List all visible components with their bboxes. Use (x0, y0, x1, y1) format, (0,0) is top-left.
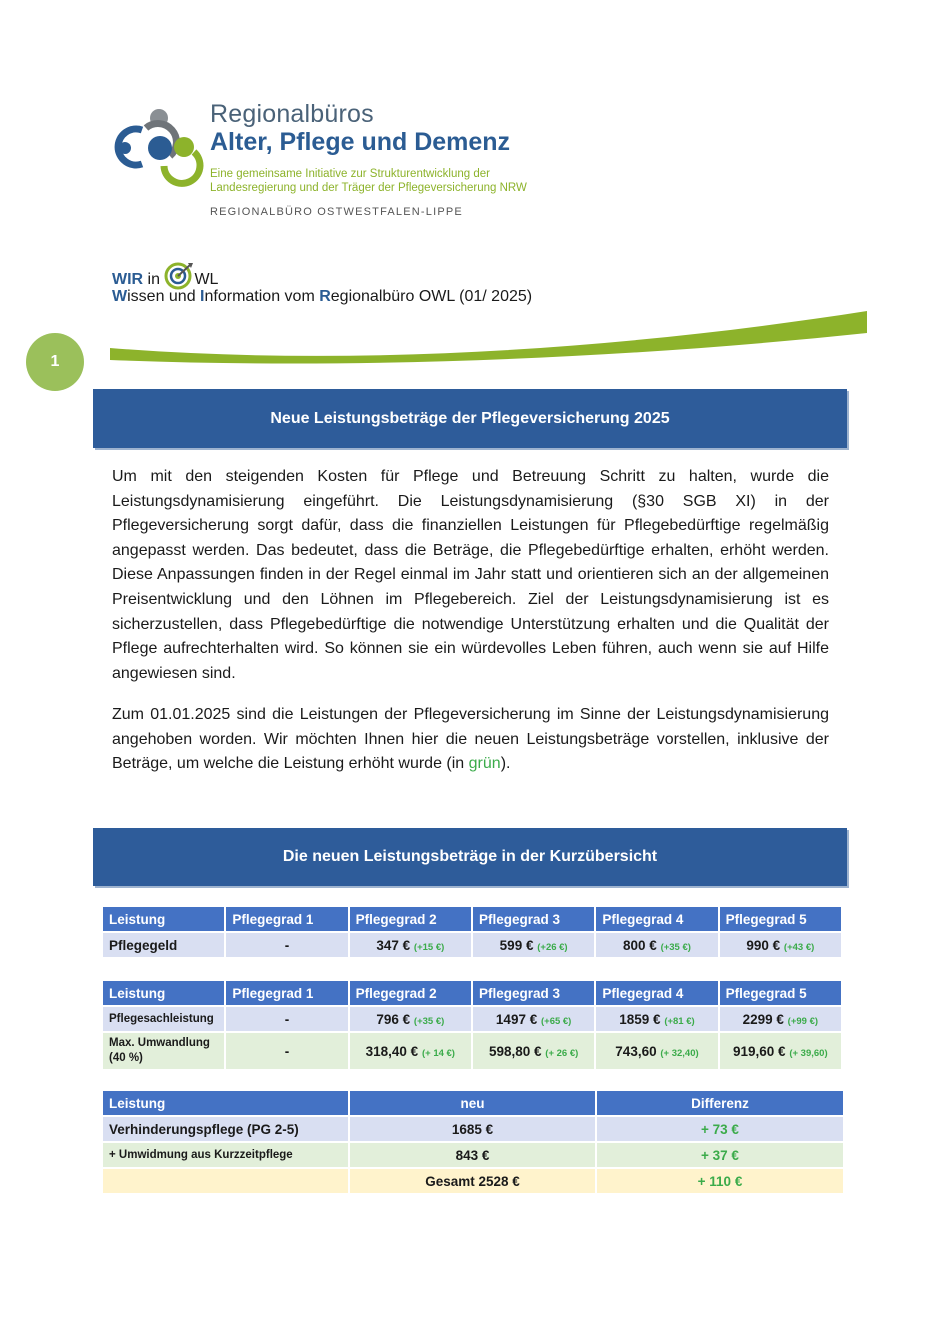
table-cell (719, 1006, 842, 1032)
table-row (102, 1168, 844, 1194)
pflegegeld-table (101, 905, 843, 959)
section-banner-1: Neue Leistungsbeträge der Pflegeversicherung 2025 (93, 389, 847, 448)
table-cell (719, 1032, 842, 1070)
table-header: Leistung (102, 1090, 349, 1116)
table-header: Leistung (102, 980, 225, 1006)
table-row (102, 1006, 842, 1032)
increase: (+15 €) (413, 941, 445, 953)
table-cell (349, 932, 472, 958)
table-header: Pflegegrad 2 (349, 906, 472, 932)
table-header: Pflegegrad 4 (595, 906, 718, 932)
table-cell (349, 1006, 472, 1032)
newsletter-title (112, 262, 218, 290)
wl-label: WL (194, 271, 219, 288)
paragraph-2-green: grün (468, 755, 501, 773)
i-letter: I (200, 288, 205, 305)
increase: (+ 39,60) (789, 1047, 828, 1059)
value: 598,80 € (488, 1043, 542, 1059)
in-label: in (143, 271, 165, 288)
value: 990 € (746, 937, 781, 953)
table-header: Pflegegrad 3 (472, 906, 595, 932)
w-letter: W (112, 288, 128, 305)
value: 599 € (499, 937, 534, 953)
value: 743,60 (615, 1043, 657, 1059)
table-header: Pflegegrad 5 (719, 906, 842, 932)
regionalbuero-logo-icon (112, 100, 207, 195)
increase: (+ 14 €) (421, 1047, 455, 1059)
section-banner-2: Die neuen Leistungsbeträge in der Kurzübersicht (93, 828, 847, 886)
table-cell: 1685 € (349, 1116, 596, 1142)
increase: (+35 €) (660, 941, 691, 953)
table-cell (472, 1006, 595, 1032)
increase: (+43 €) (783, 941, 815, 953)
brand-tagline (210, 167, 527, 195)
increase: (+ 32,40) (660, 1047, 699, 1059)
target-icon (164, 262, 194, 290)
increase: (+26 €) (537, 941, 568, 953)
paragraph-2-text: Zum 01.01.2025 sind die Leistungen der Pflegeversicherung im Sinne der Leistungsdynamisierung angehoben worden. Wir möchten Ihnen hier die neuen Leistungsbeträge vorstellen, inklusive der Beträge, um welche die Leistung erhöht wurde (in (112, 706, 829, 773)
increase: (+35 €) (413, 1015, 445, 1027)
newsletter-subtitle (112, 288, 532, 306)
paragraph-1: Um mit den steigenden Kosten für Pflege und Betreuung Schritt zu halten, wurde die Leistungsdynamisierung eingeführt. Die Leistungsdynamisierung (§30 SGB XI) in der Pflegeversicherung sorgt dafür, dass die finanziellen Leistungen für Pflegebedürftige regelmäßig angepasst werden. Das bedeutet, dass die Beträge, die Pflegebedürftige erhalten, erhöht werden. Diese Anpassungen finden in der Regel einmal im Jahr statt und orientieren sich an der allgemeinen Preisentwicklung und den Löhnen im Pflegebereich. Ziel der Leistungsdynamisierung ist es sicherzustellen, dass Pflegebedürftige die notwendige Unterstützung erhalten und die Qualität der Pflege aufrechterhalten wird. So können sie ein würdevolles Leben führen, auch wenn sie auf Hilfe angewiesen sind. (112, 468, 829, 682)
total-cell: Gesamt 2528 € (349, 1168, 596, 1194)
table-header: Pflegegrad 1 (225, 980, 348, 1006)
subtitle-part3: egionalbüro OWL (01/ 2025) (330, 288, 533, 305)
table-cell (595, 1006, 718, 1032)
table-row (102, 932, 842, 958)
table-header: Differenz (596, 1090, 844, 1116)
table-cell: + 37 € (596, 1142, 844, 1168)
table-cell (595, 932, 718, 958)
table-header: neu (349, 1090, 596, 1116)
row-label: Pflegegeld (102, 932, 225, 958)
value: 347 € (376, 937, 411, 953)
value: 796 € (376, 1011, 411, 1027)
row-label (102, 1168, 349, 1194)
table-cell: 843 € (349, 1142, 596, 1168)
table-cell (472, 1032, 595, 1070)
table-header: Leistung (102, 906, 225, 932)
table-header: Pflegegrad 1 (225, 906, 348, 932)
subtitle-part2: nformation vom (204, 288, 320, 305)
value: 800 € (623, 937, 657, 953)
row-label: Verhinderungspflege (PG 2-5) (102, 1116, 349, 1142)
table-header-row (102, 980, 842, 1006)
table-row (102, 1142, 844, 1168)
table-cell (595, 1032, 718, 1070)
row-label: + Umwidmung aus Kurzzeitpflege (102, 1142, 349, 1168)
row-label-line2: (40 %) (109, 1052, 143, 1064)
table-cell (349, 1032, 472, 1070)
brand-line2: Alter, Pflege und Demenz (210, 128, 511, 156)
value: 1497 € (495, 1011, 538, 1027)
increase: (+81 €) (664, 1015, 695, 1027)
paragraph-2 (112, 703, 829, 777)
table-row (102, 1032, 842, 1070)
green-swoosh (110, 308, 870, 368)
table-header: Pflegegrad 4 (595, 980, 718, 1006)
row-label: Pflegesachleistung (102, 1006, 225, 1032)
table-cell (472, 932, 595, 958)
increase: (+65 €) (540, 1015, 572, 1027)
brand-line1: Regionalbüros (210, 100, 374, 128)
value: 318,40 € (365, 1043, 419, 1059)
value: 2299 € (742, 1011, 784, 1027)
table-header: Pflegegrad 2 (349, 980, 472, 1006)
verhinderungspflege-table (101, 1089, 845, 1195)
value: 919,60 € (733, 1043, 786, 1059)
row-label (102, 1032, 225, 1070)
table-row (102, 1116, 844, 1142)
table-cell: - (225, 1032, 348, 1070)
table-header: Pflegegrad 5 (719, 980, 842, 1006)
page-number: 1 (26, 333, 84, 391)
office-name: REGIONALBÜRO OSTWESTFALEN-LIPPE (210, 206, 463, 218)
total-diff-cell: + 110 € (596, 1168, 844, 1194)
subtitle-part1: issen und (127, 288, 201, 305)
pflegesachleistung-table (101, 979, 843, 1071)
table-cell: + 73 € (596, 1116, 844, 1142)
row-label-line1: Max. Umwandlung (109, 1037, 210, 1049)
table-header-row (102, 906, 842, 932)
table-cell: - (225, 932, 348, 958)
table-cell (719, 932, 842, 958)
wir-label: WIR (112, 271, 144, 288)
table-header: Pflegegrad 3 (472, 980, 595, 1006)
increase: (+ 26 €) (545, 1047, 579, 1059)
value: 1859 € (619, 1011, 661, 1027)
logo (112, 100, 552, 220)
r-letter: R (319, 288, 331, 305)
table-cell: - (225, 1006, 348, 1032)
paragraph-2-end: ). (500, 755, 511, 773)
increase: (+99 €) (787, 1015, 819, 1027)
tagline-line1: Eine gemeinsame Initiative zur Strukturentwicklung der (210, 168, 490, 180)
table-header-row (102, 1090, 844, 1116)
tagline-line2: Landesregierung und der Träger der Pflegeversicherung NRW (210, 182, 527, 194)
